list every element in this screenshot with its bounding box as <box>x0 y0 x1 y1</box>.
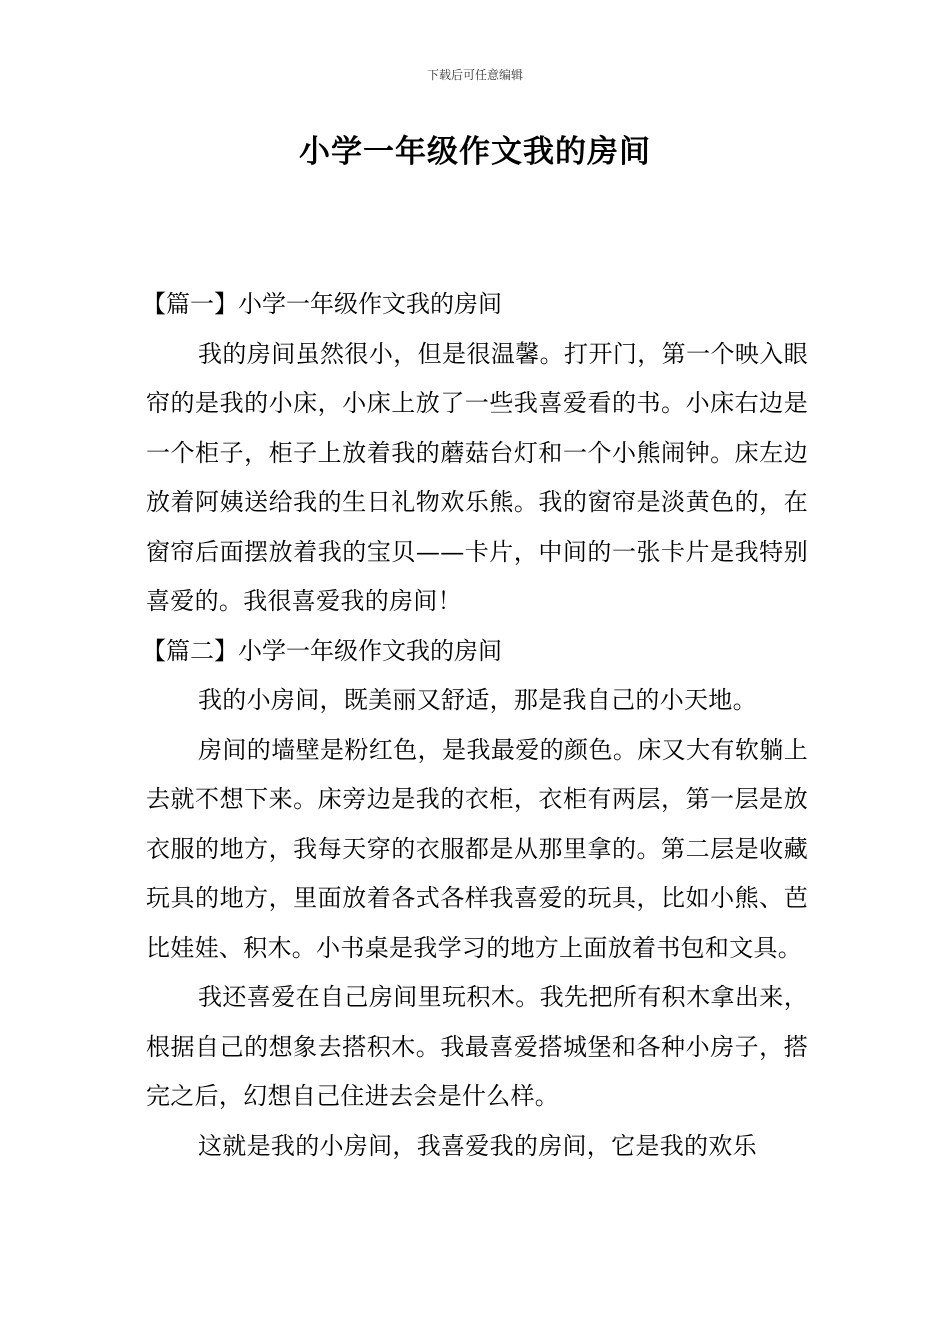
section-heading-1: 【篇一】小学一年级作文我的房间 <box>142 290 502 318</box>
paragraph: 我的小房间，既美丽又舒适，那是我自己的小天地。 <box>198 686 757 714</box>
document-body <box>142 280 808 1171</box>
paragraph: 我还喜爱在自己房间里玩积木。我先把所有积木拿出来，根据自己的想象去搭积木。我最喜爱搭城堡和各种小房子，搭完之后，幻想自己住进去会是什么样。 <box>146 983 808 1110</box>
paragraph: 房间的墙壁是粉红色，是我最爱的颜色。床又大有软躺上去就不想下来。床旁边是我的衣柜，衣柜有两层，第一层是放衣服的地方，我每天穿的衣服都是从那里拿的。第二层是收藏玩具的地方，里面放着各式各样我喜爱的玩具，比如小熊、芭比娃娃、积木。小书桌是我学习的地方上面放着书包和文具。 <box>146 735 808 962</box>
paragraph: 这就是我的小房间，我喜爱我的房间，它是我的欢乐 <box>198 1131 757 1160</box>
page-title: 小学一年级作文我的房间 <box>299 134 651 170</box>
section-heading-2: 【篇二】小学一年级作文我的房间 <box>142 636 502 665</box>
header-note: 下载后可任意编辑 <box>426 68 523 82</box>
paragraph: 我的房间虽然很小，但是很温馨。打开门，第一个映入眼帘的是我的小床，小床上放了一些我喜爱看的书。小床右边是一个柜子，柜子上放着我的蘑菇台灯和一个小熊闹钟。床左边放着阿姨送给我的生日礼物欢乐熊。我的窗帘是淡黄色的，在窗帘后面摆放着我的宝贝——卡片，中间的一张卡片是我特别喜爱的。我很喜爱我的房间！ <box>146 339 808 615</box>
